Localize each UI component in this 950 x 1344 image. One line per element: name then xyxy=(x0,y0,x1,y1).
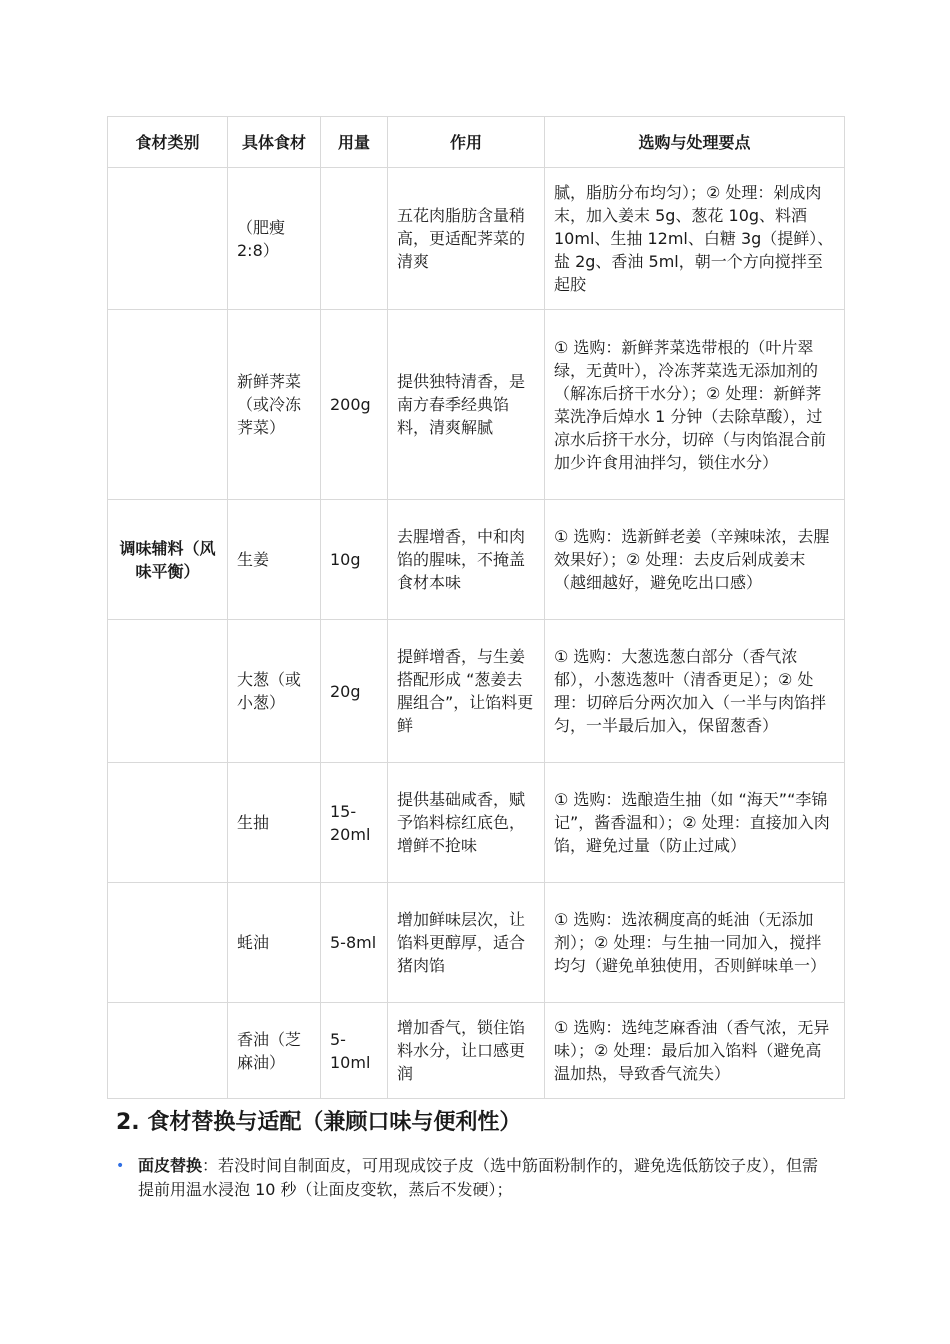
table-header-row xyxy=(108,117,845,168)
ingredient-table xyxy=(107,116,845,1099)
cell-effect: 增加香气，锁住馅料水分，让口感更润 xyxy=(388,1003,545,1099)
table-row xyxy=(108,1003,845,1099)
cell-effect: 增加鲜味层次，让馅料更醇厚，适合猪肉馅 xyxy=(388,883,545,1003)
section-heading: 2. 食材替换与适配（兼顾口味与便利性） xyxy=(116,1110,522,1135)
cell-amount: 10g xyxy=(321,500,388,620)
cell-category xyxy=(108,883,228,1003)
cell-ingredient: 蚝油 xyxy=(228,883,321,1003)
cell-tips: ① 选购：大葱选葱白部分（香气浓郁），小葱选葱叶（清香更足）；② 处理：切碎后分两次加入（一半与肉馅拌匀，一半最后加入，保留葱香） xyxy=(545,620,845,763)
cell-amount: 200g xyxy=(321,310,388,500)
cell-ingredient: 生抽 xyxy=(228,763,321,883)
cell-tips: ① 选购：选酿造生抽（如 “海天”“李锦记”，酱香温和）；② 处理：直接加入肉馅，避免过量（防止过咸） xyxy=(545,763,845,883)
cell-amount xyxy=(321,168,388,310)
cell-amount: 20g xyxy=(321,620,388,763)
header-category: 食材类别 xyxy=(108,117,228,168)
table-row xyxy=(108,500,845,620)
cell-effect: 提供基础咸香，赋予馅料棕红底色，增鲜不抢味 xyxy=(388,763,545,883)
cell-tips: ① 选购：选新鲜老姜（辛辣味浓，去腥效果好）；② 处理：去皮后剁成姜末（越细越好，避免吃出口感） xyxy=(545,500,845,620)
header-ingredient: 具体食材 xyxy=(228,117,321,168)
cell-tips: ① 选购：选浓稠度高的蚝油（无添加剂）；② 处理：与生抽一同加入，搅拌均匀（避免单独使用，否则鲜味单一） xyxy=(545,883,845,1003)
cell-category xyxy=(108,620,228,763)
cell-effect: 五花肉脂肪含量稍高，更适配荠菜的清爽 xyxy=(388,168,545,310)
list-item-text xyxy=(138,1154,828,1202)
bullet-dot-icon: • xyxy=(116,1158,125,1174)
table-row xyxy=(108,310,845,500)
cell-category xyxy=(108,1003,228,1099)
cell-effect: 提供独特清香，是南方春季经典馅料，清爽解腻 xyxy=(388,310,545,500)
table-row xyxy=(108,620,845,763)
cell-ingredient: 大葱（或小葱） xyxy=(228,620,321,763)
header-amount: 用量 xyxy=(321,117,388,168)
cell-ingredient: （肥瘦 2:8） xyxy=(228,168,321,310)
table-row xyxy=(108,883,845,1003)
cell-tips: 腻，脂肪分布均匀）；② 处理：剁成肉末，加入姜末 5g、葱花 10g、料酒 10ml、生抽 12ml、白糖 3g（提鲜）、盐 2g、香油 5ml，朝一个方向搅拌至起胶 xyxy=(545,168,845,310)
cell-amount: 5-8ml xyxy=(321,883,388,1003)
cell-effect: 提鲜增香，与生姜搭配形成 “葱姜去腥组合”，让馅料更鲜 xyxy=(388,620,545,763)
cell-ingredient: 生姜 xyxy=(228,500,321,620)
table-row xyxy=(108,168,845,310)
header-tips: 选购与处理要点 xyxy=(545,117,845,168)
cell-ingredient: 新鲜荠菜（或冷冻荠菜） xyxy=(228,310,321,500)
cell-amount: 5-10ml xyxy=(321,1003,388,1099)
cell-effect: 去腥增香，中和肉馅的腥味，不掩盖食材本味 xyxy=(388,500,545,620)
cell-tips: ① 选购：选纯芝麻香油（香气浓，无异味）；② 处理：最后加入馅料（避免高温加热，导致香气流失） xyxy=(545,1003,845,1099)
header-effect: 作用 xyxy=(388,117,545,168)
cell-category xyxy=(108,763,228,883)
cell-amount: 15-20ml xyxy=(321,763,388,883)
table-row xyxy=(108,763,845,883)
cell-tips: ① 选购：新鲜荠菜选带根的（叶片翠绿，无黄叶），冷冻荠菜选无添加剂的（解冻后挤干水分）；② 处理：新鲜荠菜洗净后焯水 1 分钟（去除草酸），过凉水后挤干水分，切碎（与肉馅混合前加少许食用油拌匀，锁住水分） xyxy=(545,310,845,500)
cell-category xyxy=(108,168,228,310)
cell-category xyxy=(108,310,228,500)
list-item-term: 面皮替换 xyxy=(138,1156,203,1175)
cell-ingredient: 香油（芝麻油） xyxy=(228,1003,321,1099)
cell-category: 调味辅料（风味平衡） xyxy=(108,500,228,620)
list-item-body: ：若没时间自制面皮，可用现成饺子皮（选中筋面粉制作的，避免选低筋饺子皮），但需提前用温水浸泡 10 秒（让面皮变软，蒸后不发硬）； xyxy=(138,1156,819,1199)
